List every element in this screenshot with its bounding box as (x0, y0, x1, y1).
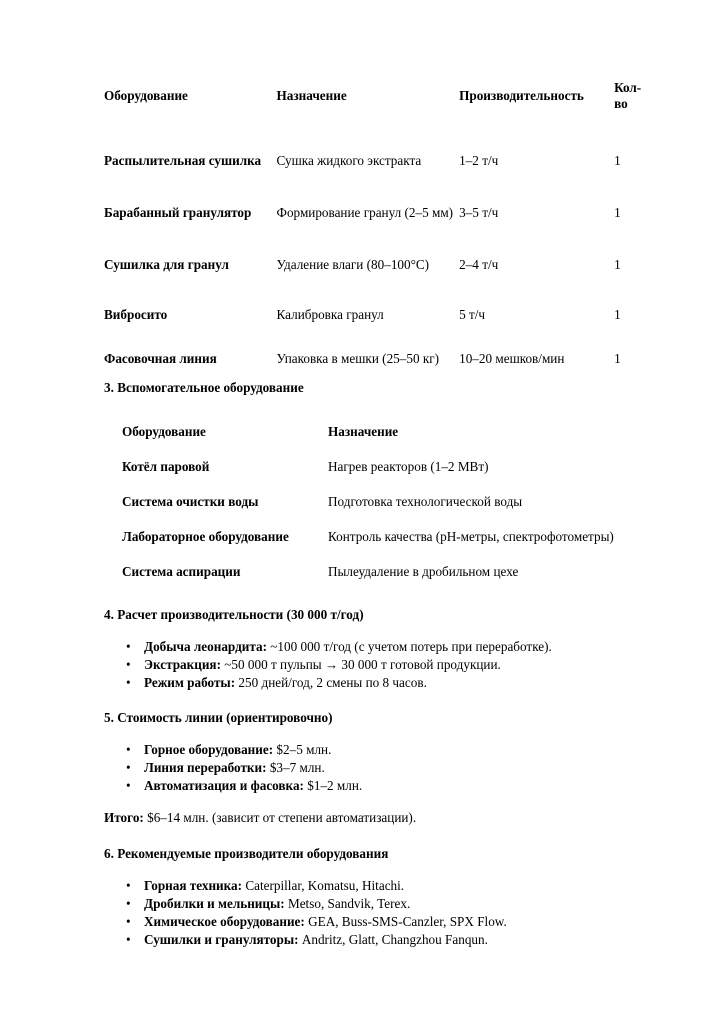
item-label: Сушилки и грануляторы: (144, 932, 299, 947)
cell-equipment: Вибросито (104, 307, 168, 322)
cell-equipment: Фасовочная линия (104, 351, 217, 366)
item-label: Химическое оборудование: (144, 914, 305, 929)
list-item (104, 741, 362, 759)
section-4-heading: 4. Расчет производительности (30 000 т/год) (104, 607, 364, 622)
cell-equipment: Лабораторное оборудование (122, 529, 289, 544)
list-item (104, 931, 507, 949)
list-item (104, 638, 552, 656)
cell-qty: 1 (614, 257, 621, 272)
table-header-row (104, 78, 644, 114)
cell-capacity: 1–2 т/ч (459, 153, 499, 168)
table-row (122, 455, 658, 479)
cell-qty: 1 (614, 307, 621, 322)
cell-capacity: 10–20 мешков/мин (459, 351, 565, 366)
item-label: Экстракция: (144, 657, 221, 672)
cell-purpose: Упаковка в мешки (25–50 кг) (276, 351, 440, 366)
list-item (104, 913, 507, 931)
table-row (122, 560, 658, 584)
item-text: GEA, Buss-SMS-Canzler, SPX Flow. (304, 914, 507, 929)
cell-purpose: Формирование гранул (2–5 мм) (276, 205, 454, 220)
table-row (104, 340, 644, 378)
cell-equipment: Система аспирации (122, 564, 241, 579)
table-row (122, 525, 658, 549)
header-equipment: Оборудование (104, 88, 188, 103)
item-label: Режим работы: (144, 675, 236, 690)
auxiliary-equipment-table (122, 420, 658, 584)
item-label: Автоматизация и фасовка: (144, 778, 304, 793)
item-text: Caterpillar, Komatsu, Hitachi. (242, 878, 405, 893)
table-header-row (122, 420, 658, 444)
cell-purpose: Подготовка технологической воды (328, 494, 523, 509)
list-item (104, 656, 552, 674)
total-label: Итого: (104, 810, 144, 825)
section-3-heading: 3. Вспомогательное оборудование (104, 380, 304, 395)
item-text: 250 дней/год, 2 смены по 8 часов. (235, 675, 427, 690)
cell-equipment: Барабанный гранулятор (104, 205, 252, 220)
cell-purpose: Контроль качества (pH-метры, спектрофотометры) (328, 529, 614, 544)
cell-equipment: Котёл паровой (122, 459, 210, 474)
cell-qty: 1 (614, 351, 621, 366)
header-purpose: Назначение (328, 424, 399, 439)
cell-purpose: Пылеудаление в дробильном цехе (328, 564, 519, 579)
cell-qty: 1 (614, 153, 621, 168)
section-6-heading: 6. Рекомендуемые производители оборудования (104, 846, 389, 861)
section-5-list (104, 741, 362, 795)
item-label: Горная техника: (144, 878, 243, 893)
cell-purpose: Нагрев реакторов (1–2 МВт) (328, 459, 489, 474)
item-text: Metso, Sandvik, Terex. (284, 896, 411, 911)
item-text: $1–2 млн. (303, 778, 363, 793)
table-row (122, 490, 658, 514)
item-text: $3–7 млн. (266, 760, 325, 775)
cell-equipment: Распылительная сушилка (104, 153, 262, 168)
total-paragraph (104, 810, 416, 826)
section-4-list (104, 638, 552, 692)
item-text: $2–5 млн. (273, 742, 332, 757)
cell-equipment: Сушилка для гранул (104, 257, 229, 272)
section-5-heading: 5. Стоимость линии (ориентировочно) (104, 710, 333, 725)
item-text: ~100 000 т/год (с учетом потерь при переработке). (266, 639, 552, 654)
cell-capacity: 5 т/ч (459, 307, 486, 322)
item-label: Горное оборудование: (144, 742, 274, 757)
table-row (104, 304, 644, 326)
list-item (104, 877, 507, 895)
cell-capacity: 2–4 т/ч (459, 257, 499, 272)
table-row (104, 142, 644, 180)
equipment-table (104, 78, 644, 378)
cell-equipment: Система очистки воды (122, 494, 259, 509)
list-item (104, 759, 362, 777)
item-text: ~50 000 т пульпы → 30 000 т готовой продукции. (220, 657, 501, 672)
cell-qty: 1 (614, 205, 621, 220)
header-purpose: Назначение (276, 88, 347, 103)
cell-capacity: 3–5 т/ч (459, 205, 499, 220)
section-6-list (104, 877, 507, 949)
item-label: Добыча леонардита: (144, 639, 267, 654)
header-qty: Кол-во (614, 80, 642, 111)
table-row (104, 194, 644, 232)
item-text: Andritz, Glatt, Changzhou Fanqun. (298, 932, 488, 947)
header-capacity: Производительность (459, 88, 584, 103)
list-item (104, 895, 507, 913)
list-item (104, 777, 362, 795)
item-label: Дробилки и мельницы: (144, 896, 285, 911)
table-row (104, 246, 644, 284)
cell-purpose: Сушка жидкого экстракта (276, 153, 422, 168)
cell-purpose: Удаление влаги (80–100°C) (276, 257, 430, 272)
item-label: Линия переработки: (144, 760, 267, 775)
list-item (104, 674, 552, 692)
cell-purpose: Калибровка гранул (276, 307, 384, 322)
total-text: $6–14 млн. (зависит от степени автоматизации). (143, 810, 417, 825)
header-equipment: Оборудование (122, 424, 206, 439)
